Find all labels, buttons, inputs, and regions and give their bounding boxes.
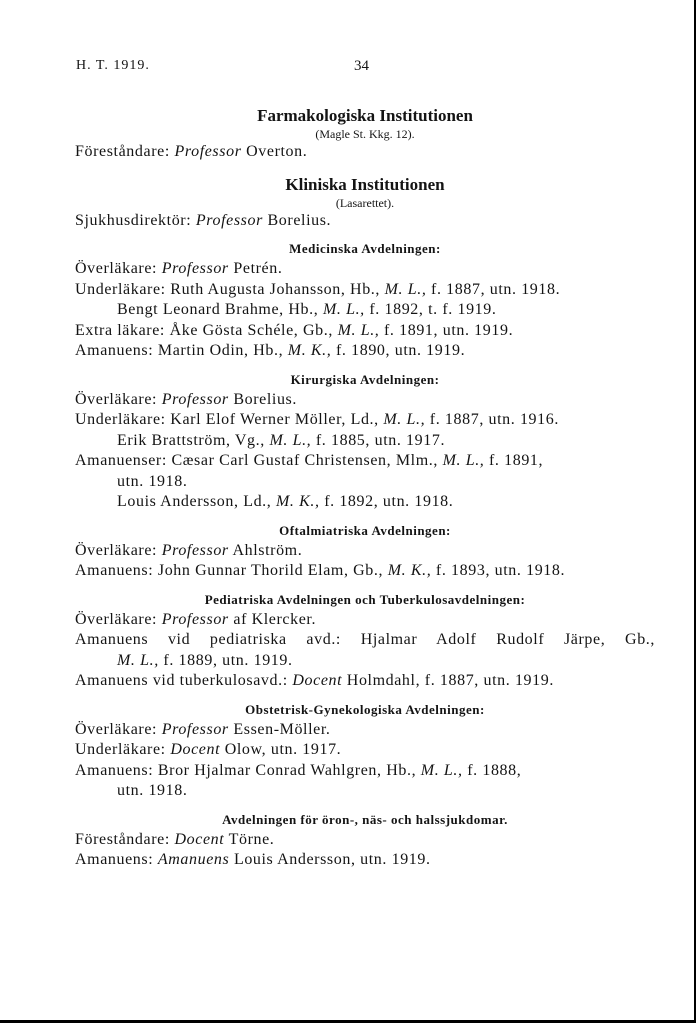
- text-line: M. L., f. 1889, utn. 1919.: [117, 651, 293, 669]
- text-line: Föreståndare: Professor Overton.: [75, 143, 308, 160]
- text-line: Amanuens: Bror Hjalmar Conrad Wahlgren, Hb., M. L., f. 1888,: [75, 761, 522, 779]
- text-line: Extra läkare: Åke Gösta Schéle, Gb., M. L., f. 1891, utn. 1919.: [75, 321, 514, 339]
- section-subheading: (Magle St. Kkg. 12).: [315, 127, 415, 141]
- text-line: Underläkare: Ruth Augusta Johansson, Hb., M. L., f. 1887, utn. 1918.: [75, 280, 561, 298]
- text-line: Amanuens: John Gunnar Thorild Elam, Gb., M. K., f. 1893, utn. 1918.: [75, 562, 566, 579]
- section-heading: Kirurgiska Avdelningen:: [290, 371, 440, 387]
- page-number: 34: [354, 58, 369, 74]
- text-line: Louis Andersson, Ld., M. K., f. 1892, utn. 1918.: [117, 493, 454, 510]
- page-body: [75, 106, 655, 871]
- text-line: Amanuens vid pediatriska avd.: Hjalmar Adolf Rudolf Järpe, Gb.,: [75, 631, 655, 648]
- text-line: Överläkare: Professor af Klercker.: [75, 610, 317, 628]
- text-line: utn. 1918.: [117, 472, 188, 490]
- text-line: Bengt Leonard Brahme, Hb., M. L., f. 1892, t. f. 1919.: [117, 301, 497, 318]
- text-line: Överläkare: Professor Borelius.: [75, 390, 297, 408]
- text-line: Överläkare: Professor Ahlström.: [75, 541, 303, 559]
- text-line: Underläkare: Karl Elof Werner Möller, Ld., M. L., f. 1887, utn. 1916.: [75, 411, 559, 428]
- text-line: utn. 1918.: [117, 782, 188, 799]
- text-line: Amanuens: Amanuens Louis Andersson, utn. 1919.: [75, 851, 431, 868]
- text-line: Sjukhusdirektör: Professor Borelius.: [75, 211, 332, 229]
- text-line: Amanuenser: Cæsar Carl Gustaf Christensen, Mlm., M. L., f. 1891,: [75, 452, 544, 469]
- section-heading: Oftalmiatriska Avdelningen:: [279, 522, 451, 538]
- section-heading: Medicinska Avdelningen:: [289, 241, 441, 256]
- section-heading: Kliniska Institutionen: [285, 174, 445, 194]
- text-line: Överläkare: Professor Essen-Möller.: [75, 720, 331, 738]
- section-subheading: (Lasarettet).: [335, 195, 395, 210]
- running-head: H. T. 1919.: [76, 58, 150, 73]
- text-line: Erik Brattström, Vg., M. L., f. 1885, utn. 1917.: [117, 431, 446, 449]
- section-heading: Obstetrisk-Gynekologiska Avdelningen:: [245, 701, 485, 717]
- text-line: Amanuens: Martin Odin, Hb., M. K., f. 1890, utn. 1919.: [75, 342, 466, 359]
- text-line: Underläkare: Docent Olow, utn. 1917.: [75, 741, 342, 758]
- section-heading: Pediatriska Avdelningen och Tuberkulosavdelningen:: [204, 591, 526, 607]
- section-heading: Farmakologiska Institutionen: [257, 106, 473, 125]
- section-heading: Avdelningen för öron-, näs- och halssjukdomar.: [222, 811, 508, 827]
- text-line: Föreståndare: Docent Törne.: [75, 830, 275, 848]
- text-line: Amanuens vid tuberkulosavd.: Docent Holmdahl, f. 1887, utn. 1919.: [75, 672, 554, 689]
- text-line: Överläkare: Professor Petrén.: [75, 260, 283, 277]
